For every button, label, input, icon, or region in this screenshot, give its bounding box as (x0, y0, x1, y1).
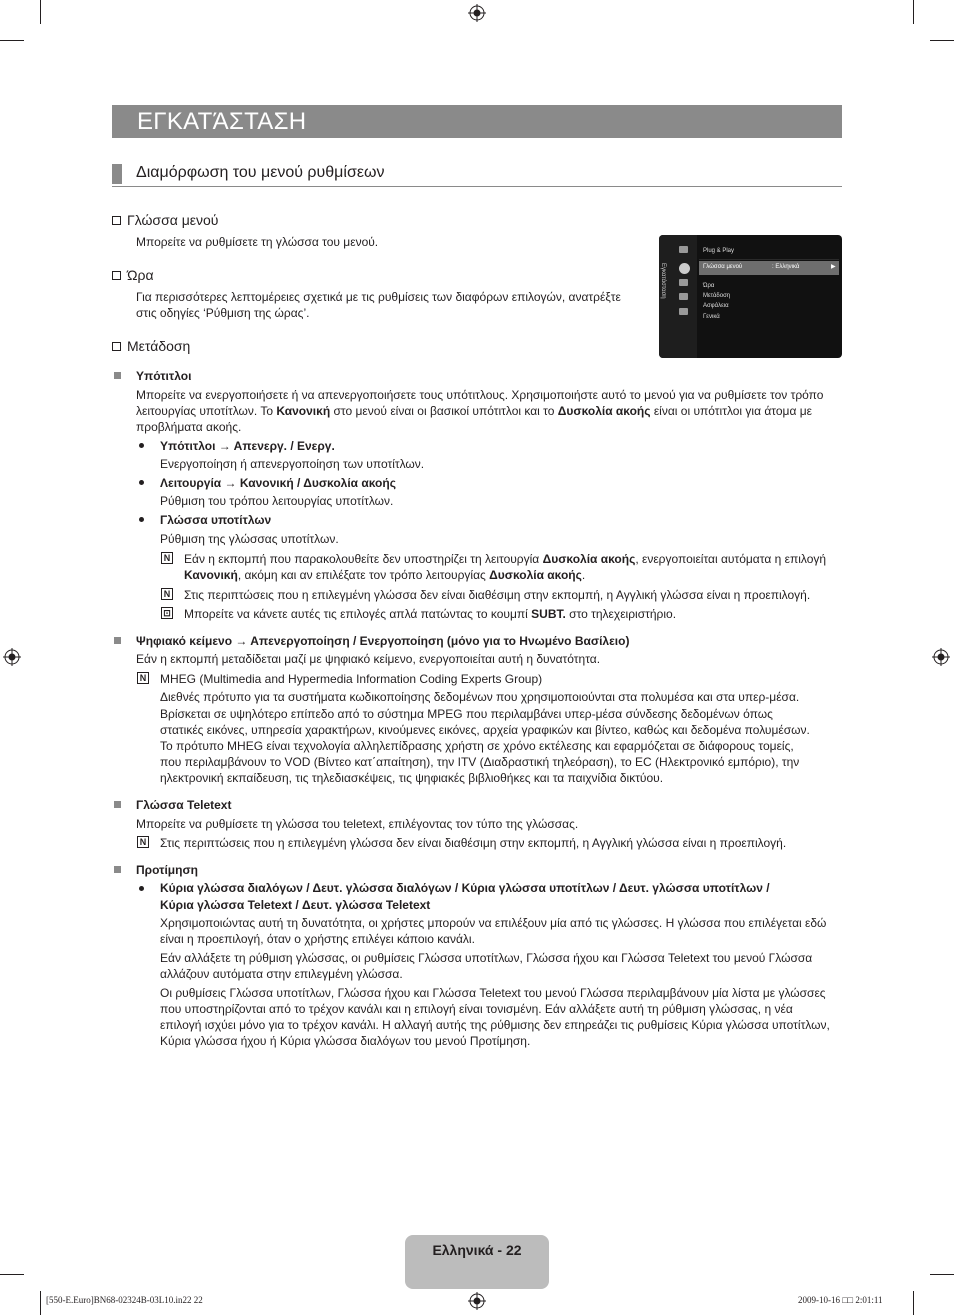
digital-text-heading: Ψηφιακό κείμενο → Απενεργοποίηση / Ενεργοποίηση (μόνο για το Ηνωμένο Βασίλειο) (136, 634, 630, 648)
square-bullet-icon (114, 637, 121, 644)
crop-mark (40, 0, 41, 24)
chevron-right-icon: ▶ (831, 264, 836, 270)
mheg-line: στατικές εικόνες, υπηρεσία χαρακτήρων, κινούμενες εικόνες, αρχεία γραφικών και βίντεο, καθώς και δεδομένα πολυμέσων. (160, 723, 810, 737)
section-rule (112, 186, 842, 187)
teletext-desc: Μπορείτε να ρυθμίσετε τη γλώσσα του teletext, επιλέγοντας τον τύπο της γλώσσας. (136, 817, 579, 831)
preference-line: επιλογή ισχύει μόνο για το τρέχον κανάλι. Η αλλαγή αυτής της ρύθμισης δεν επηρεάζει τις ρυθμίσεις Κύρια γλώσσα υποτίτλων, (160, 1018, 830, 1032)
menu-language-desc: Μπορείτε να ρυθμίσετε τη γλώσσα του μενού. (136, 235, 379, 249)
section-marker (112, 164, 122, 184)
time-desc-line: στις οδηγίες ‘Ρύθμιση της ώρας’. (136, 306, 310, 320)
mheg-line: Διεθνές πρότυπο για τα συστήματα κωδικοποίησης δεδομένων που χρησιμοποιούνται στα πολυμέσα και στα υπερ-μέσα. (160, 690, 800, 704)
subtitles-para-line: λειτουργίας υποτίτλων. Το Κανονική στο μενού είναι οι βασικοί υπότιτλοι και το Δυσκολία ακοής είναι οι υπότιτλοι για άτομα με (136, 404, 812, 418)
tv-menu-selected-value: : Ελληνικά (772, 264, 800, 270)
preference-line: Χρησιμοποιώντας αυτή τη δυνατότητα, οι χρήστες μπορούν να επιλέξουν μία από τις γλώσσες. Η γλώσσα που επιλέγεται εδώ (160, 916, 827, 930)
tv-menu-item: Γλώσσα μενού (703, 264, 743, 270)
remote-icon: ⊡ (161, 607, 173, 619)
checkbox-icon (112, 271, 121, 280)
time-desc-line: Για περισσότερες λεπτομέρειες σχετικά με τις ρυθμίσεις των διαφόρων επιλογών, ανατρέξτε (136, 290, 621, 304)
bullet-icon (139, 886, 144, 891)
tv-menu-screenshot (659, 235, 842, 358)
note-icon: N (161, 588, 173, 600)
tv-menu-item: Γενικά (703, 314, 720, 320)
section-title: Διαμόρφωση του μενού ρυθμίσεων (136, 164, 385, 181)
mheg-line: Το πρότυπο MHEG είναι τεχνολογία αλληλεπίδρασης χρήστη σε χρόνο εκτέλεσης και εφαρμόζεται σε διάφορους τομείς, (160, 739, 794, 753)
checkbox-icon (112, 342, 121, 351)
tv-setup-gear-icon (679, 263, 690, 274)
subtitles-heading: Υπότιτλοι (136, 369, 192, 383)
registration-mark-icon (468, 1292, 486, 1310)
tv-menu-item: Μετάδοση (703, 293, 731, 299)
bullet-title: Γλώσσα υποτίτλων (160, 513, 272, 527)
tv-picture-icon (679, 246, 688, 253)
crop-mark (913, 1291, 914, 1315)
square-bullet-icon (114, 866, 121, 873)
divider (699, 259, 839, 260)
note-text: Μπορείτε να κάνετε αυτές τις επιλογές απλά πατώντας το κουμπί SUBT. στο τηλεχειριστήριο. (184, 607, 677, 621)
preference-line: που υποστηρίζονται από το τρέχον κανάλι και η επιλογή είναι τονισμένη. Εάν αλλάξετε αυτή τη ρύθμιση γλώσσας, η νέα (160, 1002, 793, 1016)
preference-line: Οι ρυθμίσεις Γλώσσα υποτίτλων, Γλώσσα ήχου και Γλώσσα Teletext του μενού Γλώσσα περιλαμβάνουν μία λίστα με γλώσσες (160, 986, 826, 1000)
bullet-desc: Ρύθμιση της γλώσσας υποτίτλων. (160, 532, 339, 546)
bullet-desc: Ενεργοποίηση ή απενεργοποίηση των υποτίτλων. (160, 457, 425, 471)
note-icon: N (137, 836, 149, 848)
preference-line: είναι η προεπιλογή, όταν ο χρήστης επιλέγει κάποιο κανάλι. (160, 932, 475, 946)
time-heading: Ώρα (112, 266, 154, 284)
tv-input-icon (679, 308, 688, 315)
mheg-line: ηλεκτρονική εκπαίδευση, τις τηλεδιασκέψεις, τις ψηφιακές βιβλιοθήκες και τα παιχνίδια δικτύου. (160, 771, 664, 785)
note-text: Στις περιπτώσεις που η επιλεγμένη γλώσσα δεν είναι διαθέσιμη στην εκπομπή, η Αγγλική γλώσσα είναι η προεπιλογή. (160, 836, 787, 850)
bullet-icon (139, 480, 144, 485)
note-text: Κανονική, ακόμη και αν επιλέξατε τον τρόπο λειτουργίας Δυσκολία ακοής. (184, 568, 586, 582)
preference-line: Κύρια γλώσσα ήχου ή Κύρια γλώσσα διαλόγων του μενού Προτίμηση. (160, 1034, 531, 1048)
tv-channel-icon (679, 293, 688, 300)
bullet-desc: Ρύθμιση του τρόπου λειτουργίας υποτίτλων. (160, 494, 394, 508)
mheg-line: που περιλαμβάνουν το VOD (Βίντεο κατ΄απαίτηση), την ITV (Διαδραστική τηλεόραση), το EC (Ηλεκτρονικό εμπόριο), την (160, 755, 800, 769)
page-title: ΕΓΚΑΤΆΣΤΑΣΗ (137, 108, 307, 135)
footer-date: 2009-10-16 □□ 2:01:11 (798, 1295, 883, 1305)
subtitles-para-line: προβλήματα ακοής. (136, 420, 242, 434)
subtitles-para-line: Μπορείτε να ενεργοποιήσετε ή να απενεργοποιήσετε τους υπότιτλους. Χρησιμοποιήστε αυτό το μενού για να ρυθμίσετε τον τρόπο (136, 388, 824, 402)
crop-mark (930, 40, 954, 41)
registration-mark-icon (932, 648, 950, 666)
crop-mark (0, 1274, 24, 1275)
tv-menu-item: Ώρα (703, 283, 715, 289)
crop-mark (930, 1274, 954, 1275)
digital-text-desc: Εάν η εκπομπή μεταδίδεται μαζί με ψηφιακό κείμενο, ενεργοποιείται αυτή η δυνατότητα. (136, 652, 601, 666)
tv-menu-side-label: Εγκατάσταση (660, 263, 666, 299)
menu-language-heading: Γλώσσα μενού (112, 211, 218, 229)
square-bullet-icon (114, 801, 121, 808)
registration-mark-icon (468, 4, 486, 22)
broadcast-heading: Μετάδοση (112, 337, 190, 355)
crop-mark (913, 0, 914, 24)
square-bullet-icon (114, 372, 121, 379)
page-number: Ελληνικά - 22 (432, 1242, 522, 1258)
registration-mark-icon (3, 648, 21, 666)
bullet-title: Κύρια γλώσσα διαλόγων / Δευτ. γλώσσα διαλόγων / Κύρια γλώσσα υποτίτλων / Δευτ. γλώσσα υποτίτλων / (160, 881, 770, 895)
note-text: MHEG (Multimedia and Hypermedia Information Coding Experts Group) (160, 672, 543, 686)
bullet-title: Υπότιτλοι → Απενεργ. / Ενεργ. (160, 439, 335, 453)
note-text: Στις περιπτώσεις που η επιλεγμένη γλώσσα δεν είναι διαθέσιμη στην εκπομπή, η Αγγλική γλώσσα είναι η προεπιλογή. (184, 588, 811, 602)
tv-menu-item: Ασφάλεια (703, 303, 729, 309)
bullet-icon (139, 443, 144, 448)
tv-sound-icon (679, 279, 688, 286)
bullet-title: Λειτουργία → Κανονική / Δυσκολία ακοής (160, 476, 396, 490)
preference-line: αλλάζουν αυτόματα στην επιλεγμένη γλώσσα. (160, 967, 403, 981)
crop-mark (0, 40, 24, 41)
bullet-icon (139, 517, 144, 522)
mheg-line: Βρίσκεται σε υψηλότερο επίπεδο από το σύστημα MPEG που περιλαμβάνει υπερ-μέσα σύνδεσης δεδομένων όπως (160, 707, 773, 721)
bullet-title: Κύρια γλώσσα Teletext / Δευτ. γλώσσα Teletext (160, 898, 431, 912)
teletext-heading: Γλώσσα Teletext (136, 798, 232, 812)
checkbox-icon (112, 216, 121, 225)
tv-menu-item: Plug & Play (703, 248, 735, 254)
preference-line: Εάν αλλάξετε τη ρύθμιση γλώσσας, οι ρυθμίσεις Γλώσσα υποτίτλων, Γλώσσα ήχου και Γλώσσα Teletext του μενού Γλώσσα (160, 951, 813, 965)
footer-file-info: [550-E.Euro]BN68-02324B-03L10.in22 22 (46, 1295, 203, 1305)
crop-mark (40, 1291, 41, 1315)
note-icon: N (161, 552, 173, 564)
note-text: Εάν η εκπομπή που παρακολουθείτε δεν υποστηρίζει τη λειτουργία Δυσκολία ακοής, ενεργοποιείται αυτόματα η επιλογή (184, 552, 827, 566)
preference-heading: Προτίμηση (136, 863, 198, 877)
note-icon: N (137, 672, 149, 684)
